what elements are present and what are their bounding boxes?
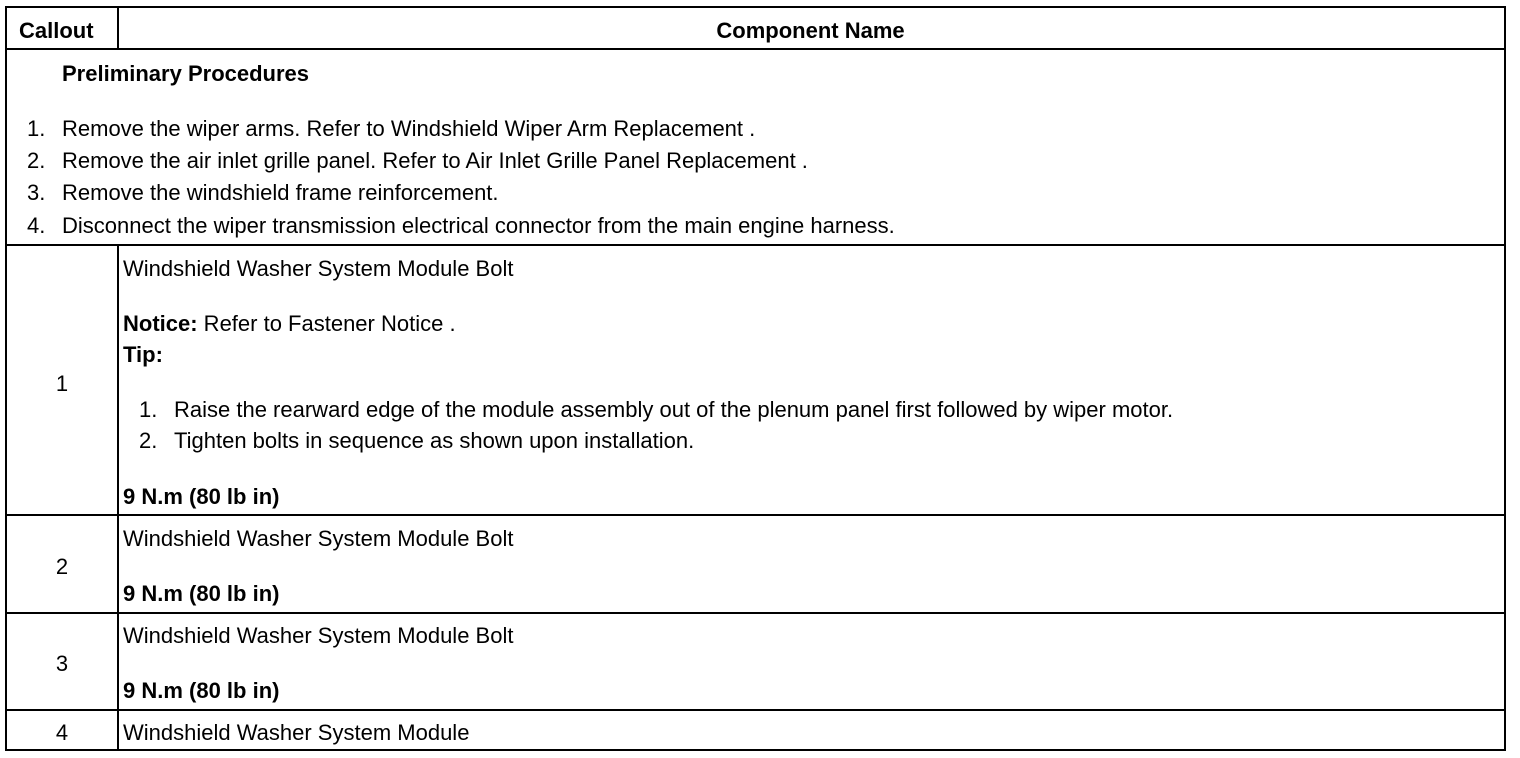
tip-number: 2. [139,428,158,453]
step-text: Remove the air inlet grille panel. Refer to Air Inlet Grille Panel Replacement . [62,148,808,173]
column-divider [117,244,119,749]
torque-spec: 9 N.m (80 lb in) [123,581,280,606]
row-rule [7,612,1504,614]
callout-number: 3 [55,651,69,676]
notice-text: Refer to Fastener Notice . [197,311,456,336]
step-text: Remove the windshield frame reinforcement. [62,180,499,205]
torque-spec: 9 N.m (80 lb in) [123,678,280,703]
component-name: Windshield Washer System Module Bolt [123,623,514,648]
row-rule [7,514,1504,516]
step-number: 1. [27,116,46,141]
row-rule [7,709,1504,711]
preliminary-title: Preliminary Procedures [62,61,310,86]
step-text: Disconnect the wiper transmission electrical connector from the main engine harness. [62,213,895,238]
tip-number: 1. [139,397,158,422]
notice-line [123,311,456,337]
step-text: Remove the wiper arms. Refer to Windshield Wiper Arm Replacement . [62,116,756,141]
step-number: 2. [27,148,46,173]
component-name-header: Component Name [716,18,905,43]
torque-spec: 9 N.m (80 lb in) [123,484,280,509]
step-number: 4. [27,213,46,238]
callout-number: 4 [55,720,69,745]
component-name: Windshield Washer System Module Bolt [123,526,514,551]
notice-label: Notice: [123,311,198,336]
component-name: Windshield Washer System Module [123,720,470,745]
tip-text: Raise the rearward edge of the module assembly out of the plenum panel first followed by wiper motor. [174,397,1174,422]
callout-header: Callout [19,18,94,43]
step-number: 3. [27,180,46,205]
tip-text: Tighten bolts in sequence as shown upon installation. [174,428,695,453]
tip-label: Tip: [123,342,163,367]
procedure-table [5,6,1506,751]
callout-number: 1 [55,371,69,396]
row-rule [7,244,1504,246]
callout-number: 2 [55,554,69,579]
component-name: Windshield Washer System Module Bolt [123,256,514,281]
header-rule [7,48,1504,50]
header-divider [117,8,119,48]
